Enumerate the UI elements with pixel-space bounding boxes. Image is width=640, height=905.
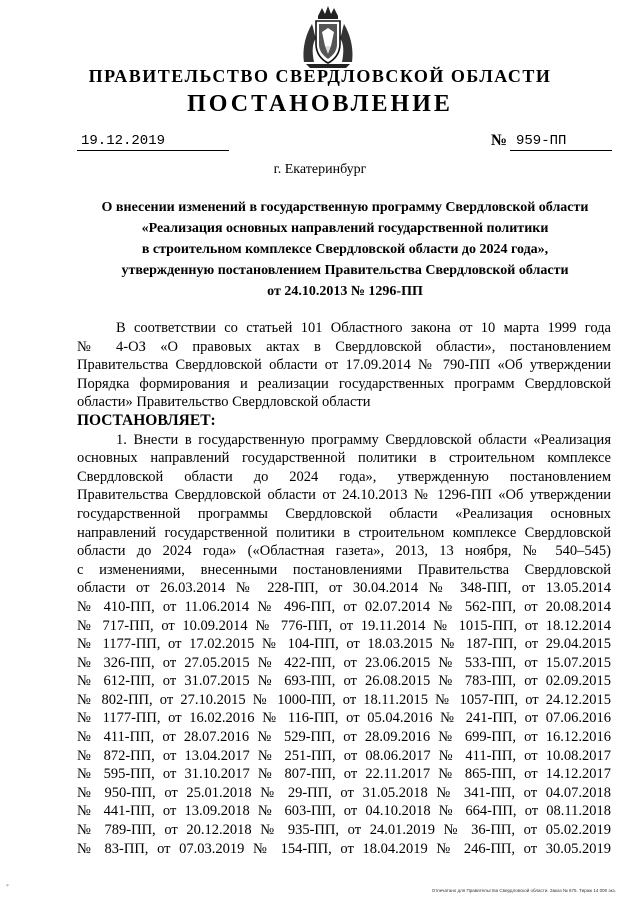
title-line: от 24.10.2013 № 1296-ПП [267,284,423,299]
title-line: О внесении изменений в государственную программу Свердловской области [101,200,589,215]
body-line: В соответствии со статьей 101 Областного закона от 10 марта 1999 года [116,320,611,336]
government-name: ПРАВИТЕЛЬСТВО СВЕРДЛОВСКОЙ ОБЛАСТИ [88,66,552,86]
body-line: области до 2024 года» («Областная газета», 2013, 13 ноября, № 540–545) [77,543,611,560]
body-line: 1. Внести в государственную программу Свердловской области «Реализация [116,431,611,448]
document-type: ПОСТАНОВЛЕНИЕ [187,91,453,117]
body-line: с изменениями, внесенными постановлениями Правительства Свердловской [77,561,611,578]
coat-of-arms-emblem [298,4,358,70]
body-line: № 872-ПП, от 13.04.2017 № 251-ПП, от 08.06.2017 № 411-ПП, от 10.08.2017 [77,747,611,764]
title-line: в строительном комплексе Свердловской области до 2024 года», [141,242,549,257]
body-line: № 612-ПП, от 31.07.2015 № 693-ПП, от 26.08.2015 № 783-ПП, от 02.09.2015 [77,673,611,690]
corner-mark: * [6,884,9,890]
body-line: № 326-ПП, от 27.05.2015 № 422-ПП, от 23.06.2015 № 533-ПП, от 15.07.2015 [77,654,611,671]
body-line: № 1177-ПП, от 17.02.2015 № 104-ПП, от 18.03.2015 № 187-ПП, от 29.04.2015 [77,636,611,653]
title-line: утвержденную постановлением Правительства Свердловской области [121,263,569,278]
body-line: Порядка формирования и реализации государственных программ Свердловской [77,375,611,392]
body-line: № 802-ПП, от 27.10.2015 № 1000-ПП, от 18.11.2015 № 1057-ПП, от 24.12.2015 [77,691,611,708]
body-line: № 789-ПП, от 20.12.2018 № 935-ПП, от 24.01.2019 № 36-ПП, от 05.02.2019 [77,822,611,839]
print-note: Отпечатано для Правительства Свердловской области. Заказ № 675. Тираж 14 000 экз. [431,888,616,893]
body-line: государственной программы Свердловской области «Реализация основных [77,505,611,522]
city: г. Екатеринбург [273,162,367,177]
resolves-heading: ПОСТАНОВЛЯЕТ: [77,411,216,429]
decree-body [77,319,611,858]
body-line: № 717-ПП, от 10.09.2014 № 776-ПП, от 19.11.2014 № 1015-ПП, от 18.12.2014 [77,617,611,634]
body-line: № 83-ПП, от 07.03.2019 № 154-ПП, от 18.04.2019 № 246-ПП, от 30.05.2019 [77,840,611,857]
decree-date: 19.12.2019 [77,133,229,151]
body-line: № 441-ПП, от 13.09.2018 № 603-ПП, от 04.10.2018 № 664-ПП, от 08.11.2018 [77,803,611,820]
body-line: области от 26.03.2014 № 228-ПП, от 30.04.2014 № 348-ПП, от 13.05.2014 [77,580,611,597]
body-line: № 4-ОЗ «О правовых актах в Свердловской области», постановлением [77,338,611,355]
body-line: направлений государственной политики в строительном комплексе Свердловской [77,524,611,541]
body-line: № 595-ПП, от 31.10.2017 № 807-ПП, от 22.11.2017 № 865-ПП, от 14.12.2017 [77,766,611,783]
body-line: области» Правительство Свердловской области [77,394,371,411]
decree-title [60,197,630,302]
decree-number: 959-ПП [510,133,612,151]
body-line: № 411-ПП, от 28.07.2016 № 529-ПП, от 28.09.2016 № 699-ПП, от 16.12.2016 [77,729,611,746]
body-line: Правительства Свердловской области от 17.09.2014 № 790-ПП «Об утверждении [77,357,611,374]
body-line: Свердловской области до 2024 года», утвержденную постановлением [77,468,611,485]
number-label: № [491,132,508,149]
body-line: № 410-ПП, от 11.06.2014 № 496-ПП, от 02.07.2014 № 562-ПП, от 20.08.2014 [77,598,611,615]
body-line: № 950-ПП, от 25.01.2018 № 29-ПП, от 31.05.2018 № 341-ПП, от 04.07.2018 [77,784,611,801]
body-line: основных направлений государственной политики в строительном комплексе [77,450,611,467]
body-line: Правительства Свердловской области от 24.10.2013 № 1296-ПП «Об утверждении [77,487,611,504]
body-line: № 1177-ПП, от 16.02.2016 № 116-ПП, от 05.04.2016 № 241-ПП, от 07.06.2016 [77,710,611,727]
title-line: «Реализация основных направлений государственной политики [141,221,549,236]
